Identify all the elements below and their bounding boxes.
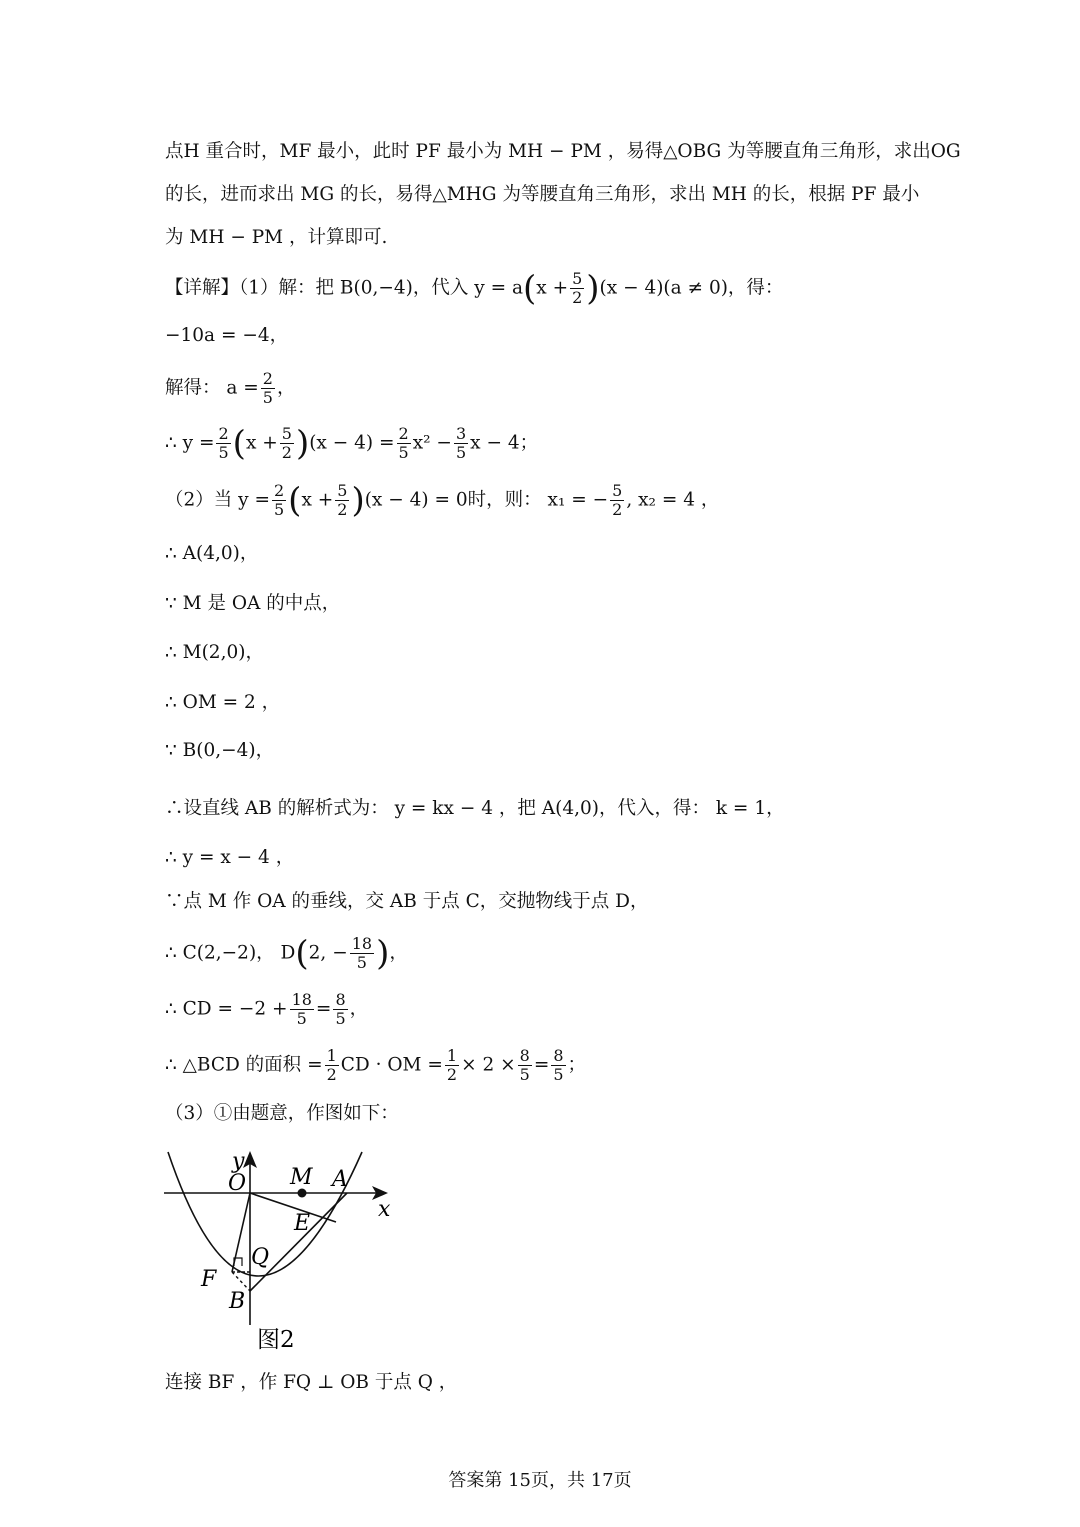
text-line: 连接 BF ，作 FQ ⊥ OB 于点 Q ， xyxy=(165,1372,458,1393)
label-e: E xyxy=(294,1211,311,1236)
numerator: 18 xyxy=(351,934,373,953)
text-segment: ， xyxy=(276,377,296,399)
text-line: ∴设直线 AB 的解析式为： y = kx − 4 ，把 A(4,0)，代入，得： k = 1， xyxy=(165,798,785,819)
denominator: 5 xyxy=(455,443,467,462)
text-segment: ∴ △BCD 的面积 = xyxy=(165,1054,323,1076)
line-oe xyxy=(250,1193,336,1222)
text-segment: ， xyxy=(389,942,408,964)
text-segment: （2）当 y = xyxy=(165,489,270,511)
denominator: 5 xyxy=(218,443,229,462)
denominator: 5 xyxy=(519,1065,530,1084)
fraction xyxy=(610,482,624,519)
text-segment: 【详解】（1）解：把 B(0,−4)，代入 y = a xyxy=(165,277,523,299)
text-line xyxy=(165,935,408,972)
fraction xyxy=(570,270,584,307)
text-line: 为 MH − PM ，计算即可. xyxy=(165,227,388,248)
fraction xyxy=(216,425,230,462)
paren: ) xyxy=(376,933,390,974)
numerator: 5 xyxy=(337,481,348,500)
text-segment: (x − 4) = xyxy=(309,432,395,454)
numerator: 2 xyxy=(218,424,229,443)
numerator: 2 xyxy=(262,369,273,388)
label-m: M xyxy=(290,1165,313,1190)
denominator: 5 xyxy=(262,388,273,407)
paren: ( xyxy=(522,268,537,309)
text-line xyxy=(165,370,296,407)
text-line: ∴ y = x − 4 ， xyxy=(165,847,295,868)
text-segment: , x₂ = 4 ， xyxy=(626,489,720,511)
text-segment: x² − xyxy=(412,432,452,454)
denominator: 5 xyxy=(356,953,367,972)
label-b: B xyxy=(229,1289,246,1314)
fraction xyxy=(272,482,286,519)
page-footer: 答案第 15页，共 17页 xyxy=(448,1470,632,1491)
text-segment: × 2 × xyxy=(461,1054,516,1076)
label-o: O xyxy=(228,1171,247,1196)
figure-svg xyxy=(160,1140,400,1360)
numerator: 2 xyxy=(273,481,285,500)
denominator: 2 xyxy=(612,500,623,519)
text-line: −10a = −4， xyxy=(165,325,289,346)
numerator: 3 xyxy=(455,424,467,443)
geometry-figure xyxy=(160,1140,400,1360)
line-ab xyxy=(250,1193,347,1291)
text-segment: x + xyxy=(536,277,569,299)
text-line: ∵点 M 作 OA 的垂线，交 AB 于点 C，交抛物线于点 D， xyxy=(165,891,649,912)
numerator: 18 xyxy=(291,990,312,1009)
denominator: 5 xyxy=(273,500,285,519)
fraction xyxy=(333,991,347,1028)
fraction xyxy=(290,991,314,1028)
paren: ( xyxy=(232,423,246,464)
label-x: x xyxy=(378,1197,391,1222)
denominator: 5 xyxy=(296,1009,307,1028)
denominator: 2 xyxy=(337,500,348,519)
text-line xyxy=(165,1047,586,1084)
text-line: ∵ M 是 OA 的中点， xyxy=(165,593,341,614)
text-line: ∴ M(2,0)， xyxy=(165,642,264,663)
denominator: 5 xyxy=(553,1065,564,1084)
label-q: Q xyxy=(251,1245,270,1270)
text-line: （3）①由题意，作图如下： xyxy=(165,1103,399,1124)
paren: ( xyxy=(288,480,302,521)
numerator: 8 xyxy=(553,1046,564,1065)
fraction xyxy=(518,1047,532,1084)
text-line xyxy=(165,425,538,462)
paren: ( xyxy=(295,933,309,974)
numerator: 1 xyxy=(446,1046,458,1065)
text-line: ∴ A(4,0)， xyxy=(165,543,259,564)
numerator: 5 xyxy=(281,424,292,443)
text-segment: x − 4； xyxy=(470,432,539,454)
text-line: ∴ OM = 2 ， xyxy=(165,692,281,713)
denominator: 5 xyxy=(398,443,409,462)
text-line xyxy=(165,991,368,1028)
text-segment: 2, − xyxy=(308,942,348,964)
text-segment: (x − 4) = 0时，则： x₁ = − xyxy=(364,489,609,511)
text-line: 的长，进而求出 MG 的长，易得△MHG 为等腰直角三角形，求出 MH 的长，根据 PF 最小 xyxy=(165,184,920,205)
fraction xyxy=(261,370,275,407)
fraction xyxy=(325,1047,339,1084)
fraction xyxy=(350,935,374,972)
text-segment: 解得： a = xyxy=(165,377,259,399)
text-line: 点H 重合时，MF 最小，此时 PF 最小为 MH − PM ，易得△OBG 为等腰直角三角形，求出OG xyxy=(165,141,961,162)
denominator: 2 xyxy=(281,443,292,462)
numerator: 8 xyxy=(335,990,346,1009)
numerator: 5 xyxy=(612,481,623,500)
label-f: F xyxy=(201,1267,217,1292)
text-line xyxy=(165,270,783,307)
denominator: 2 xyxy=(326,1065,337,1084)
fraction xyxy=(280,425,294,462)
fraction xyxy=(454,425,468,462)
fraction xyxy=(397,425,411,462)
denominator: 2 xyxy=(446,1065,458,1084)
text-segment: (x − 4)(a ≠ 0)，得： xyxy=(599,277,784,299)
text-segment: ∴ CD = −2 + xyxy=(165,998,288,1020)
line-of xyxy=(232,1193,250,1272)
text-segment: x + xyxy=(245,432,278,454)
numerator: 1 xyxy=(326,1046,337,1065)
text-line xyxy=(165,482,719,519)
label-a: A xyxy=(332,1167,348,1192)
text-segment: = xyxy=(533,1054,550,1076)
fraction xyxy=(551,1047,565,1084)
paren: ) xyxy=(351,480,365,521)
text-segment: ∴ C(2,−2)， D xyxy=(165,942,296,964)
label-y: y xyxy=(232,1149,245,1174)
text-line: ∵ B(0,−4)， xyxy=(165,740,275,761)
text-segment: ， xyxy=(349,998,369,1020)
denominator: 2 xyxy=(572,288,583,307)
paren: ) xyxy=(586,268,600,309)
numerator: 8 xyxy=(519,1046,530,1065)
numerator: 2 xyxy=(398,424,409,443)
denominator: 5 xyxy=(335,1009,346,1028)
text-segment: ∴ y = xyxy=(165,432,215,454)
text-segment: x + xyxy=(301,489,334,511)
fraction xyxy=(445,1047,459,1084)
numerator: 5 xyxy=(572,269,583,288)
paren: ) xyxy=(295,423,310,464)
fraction xyxy=(335,482,349,519)
figure-caption: 图2 xyxy=(257,1327,295,1353)
text-segment: ； xyxy=(567,1054,587,1076)
text-segment: = xyxy=(315,998,332,1020)
text-segment: CD · OM = xyxy=(340,1054,443,1076)
